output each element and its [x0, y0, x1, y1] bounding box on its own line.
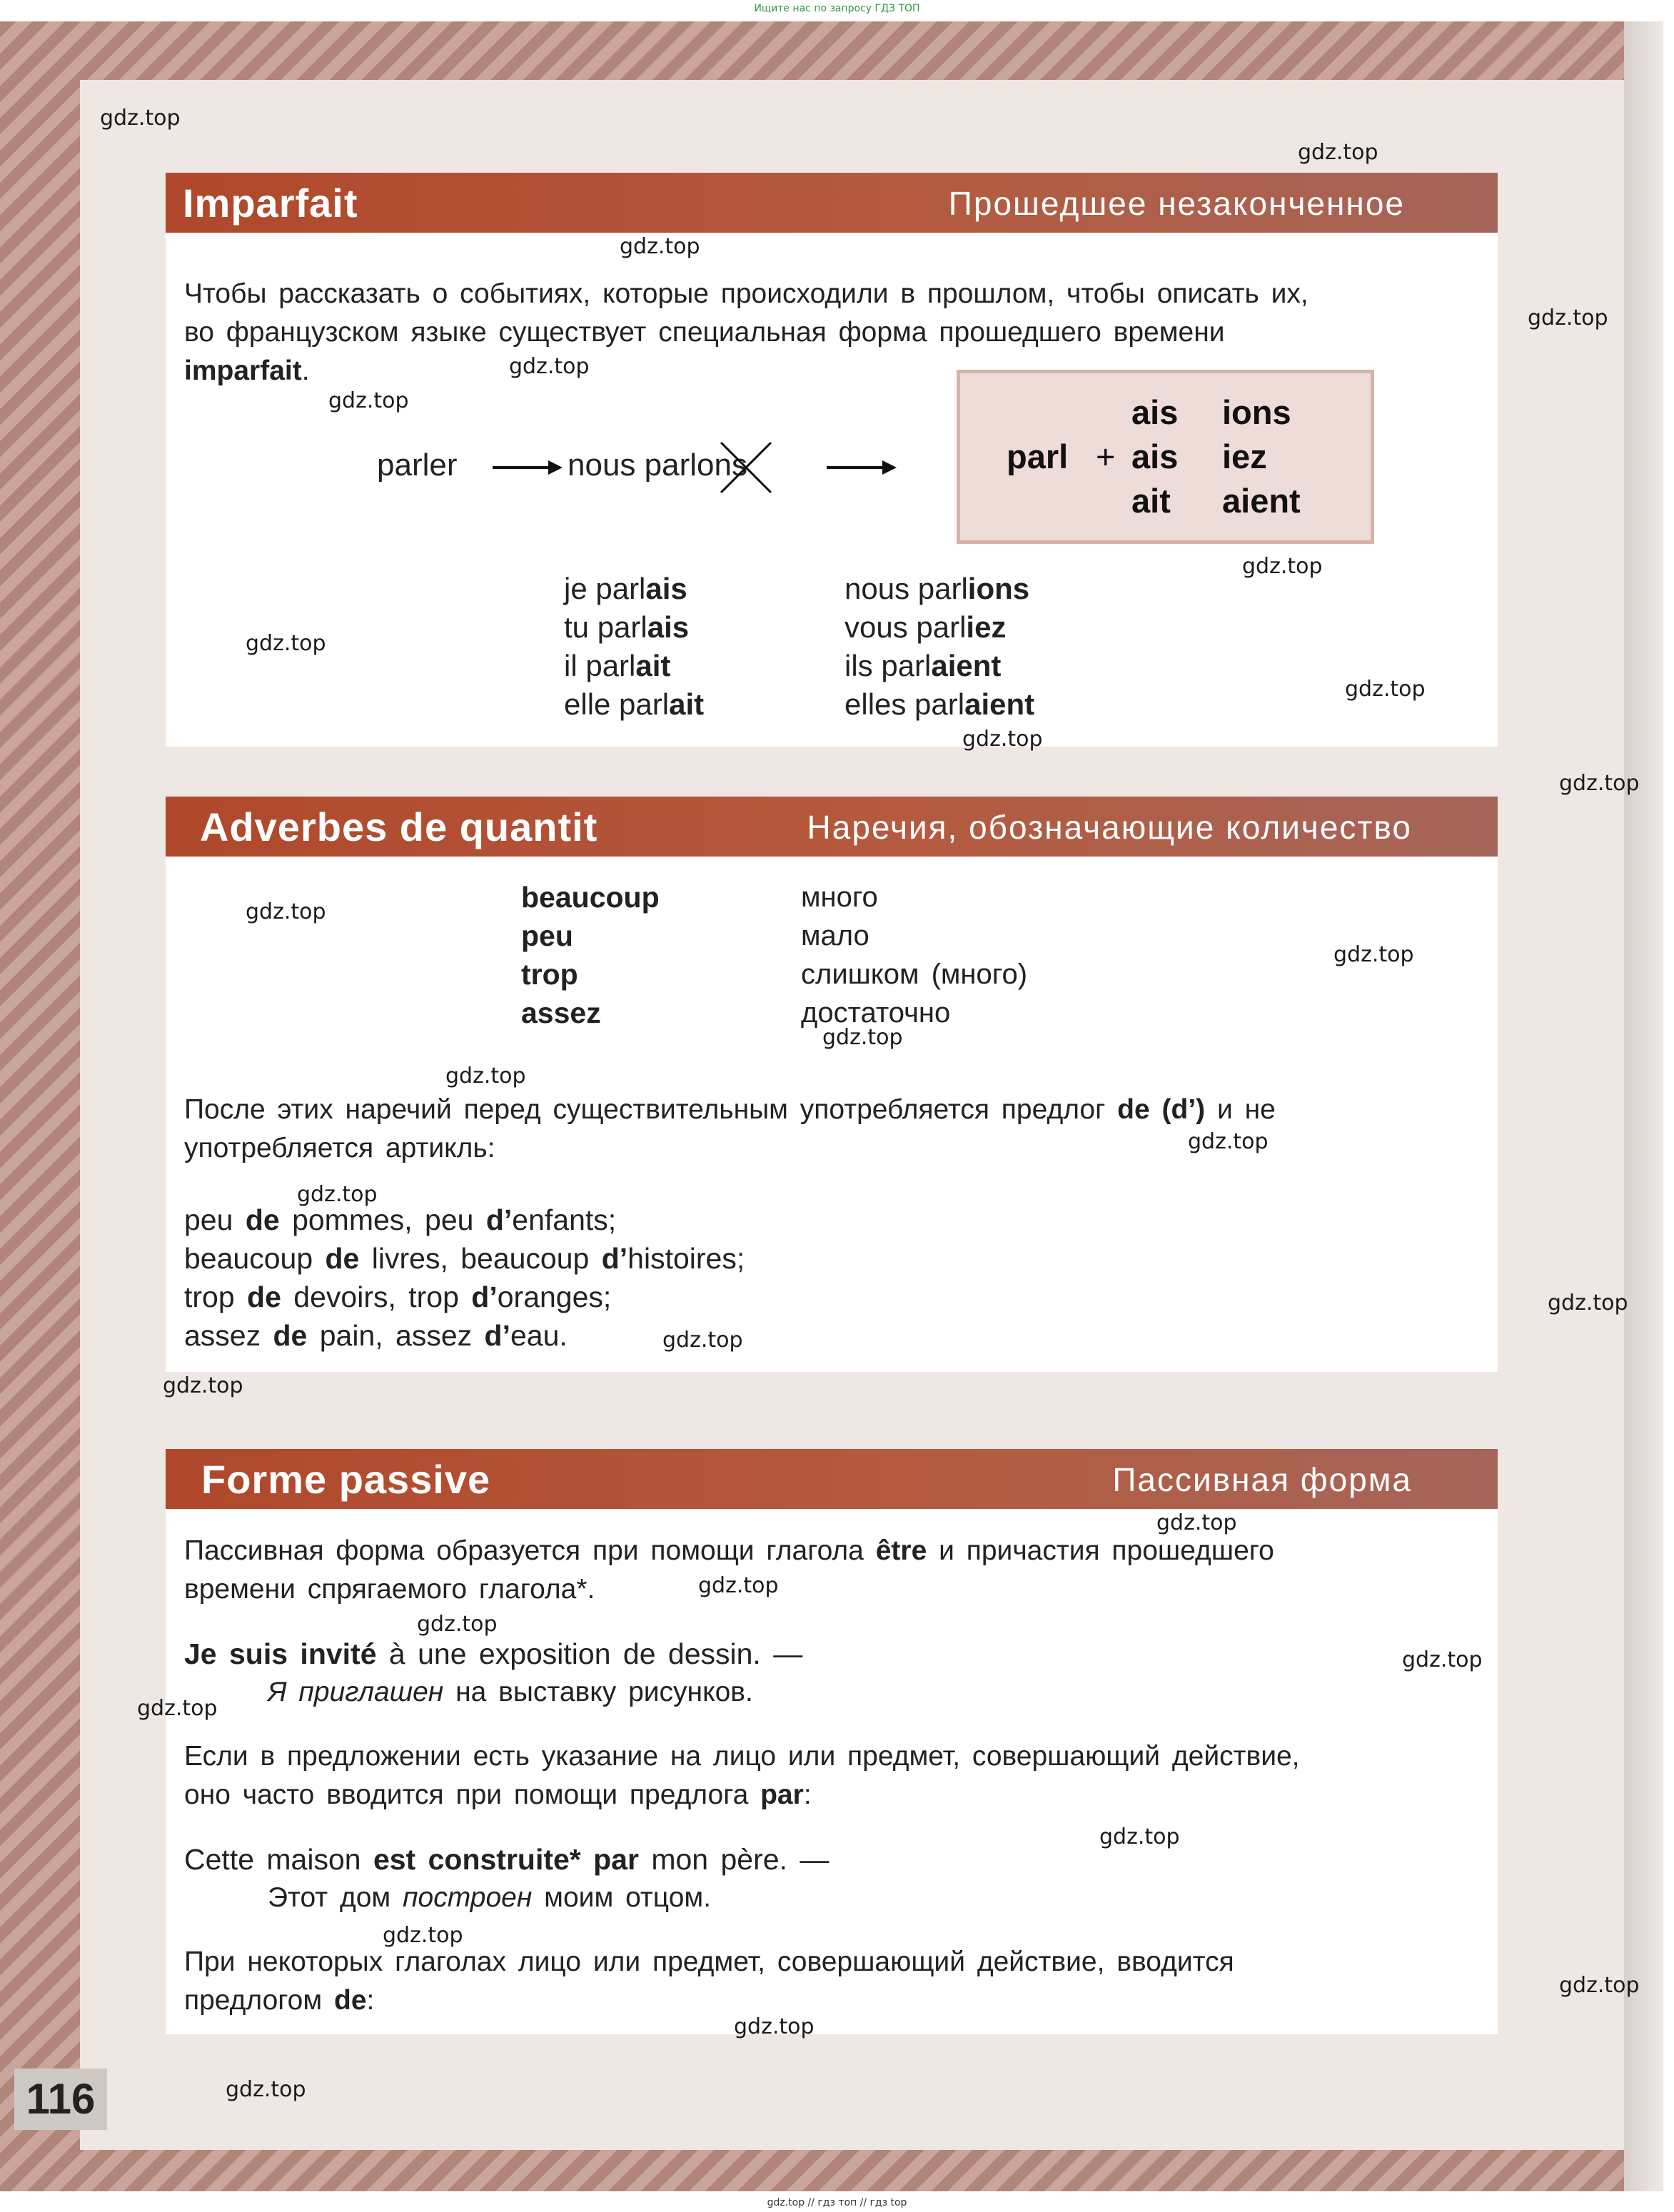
watermark: gdz.top [383, 1923, 463, 1948]
imparfait-title-ru: Прошедшее незаконченное [948, 185, 1405, 222]
watermark: gdz.top [1559, 1973, 1640, 1998]
adverb-fr: peu [521, 919, 573, 952]
bottom-banner: gdz.top // гдз топ // гдз top [767, 2197, 907, 2208]
watermark: gdz.top [1402, 1647, 1483, 1672]
imparfait-intro-line3 [184, 352, 310, 390]
passive-p2-line1: Если в предложении есть указание на лицо или предмет, совершающий действие, [184, 1741, 1300, 1772]
adverbes-title-ru: Наречия, обозначающие количество [807, 809, 1412, 846]
watermark: gdz.top [698, 1573, 779, 1598]
conj-elles: elles parlaient [844, 687, 1035, 721]
imparfait-term: imparfait [184, 355, 302, 386]
watermark: gdz.top [1156, 1510, 1237, 1535]
passive-example2-translation: Этот дом построен моим отцом. [268, 1882, 712, 1913]
adverb-fr: assez [521, 996, 601, 1029]
ending-ils: aient [1222, 482, 1301, 520]
watermark: gdz.top [1559, 771, 1640, 796]
imparfait-intro-line1: Чтобы рассказать о событиях, которые происходили в прошлом, чтобы описать их, [184, 278, 1309, 309]
watermark: gdz.top [1548, 1291, 1628, 1315]
watermark: gdz.top [297, 1182, 378, 1207]
imparfait-intro-end: . [301, 355, 310, 386]
adverb-fr: beaucoup [521, 881, 660, 914]
adverbes-title: Adverbes de quantit [200, 804, 598, 849]
conj-nous: nous parlions [844, 572, 1030, 605]
watermark: gdz.top [246, 899, 326, 924]
adverb-ru: мало [801, 920, 869, 951]
page-edge [1624, 21, 1663, 2191]
nous-form: nous parlons [568, 448, 747, 483]
passive-p1-line2: времени спрягаемого глагола*. [184, 1574, 595, 1605]
example-line: trop de devoirs, trop d’oranges; [184, 1281, 612, 1313]
ending-vous: iez [1222, 438, 1267, 475]
conj-elle: elle parlait [564, 687, 705, 721]
stem: parl [1007, 438, 1069, 475]
infinitive: parler [377, 448, 458, 483]
passive-header [166, 1449, 1498, 1509]
passive-p3-line2: предлогом de: [184, 1985, 375, 2016]
example-line: peu de pommes, peu d’enfants; [184, 1203, 617, 1236]
passive-title: Forme passive [201, 1457, 491, 1502]
watermark: gdz.top [509, 354, 590, 379]
ending-il: ait [1131, 482, 1171, 520]
conj-il: il parlait [564, 649, 671, 682]
endings-box [957, 370, 1374, 544]
watermark: gdz.top [1528, 305, 1608, 330]
watermark: gdz.top [100, 106, 181, 131]
top-banner: Ищите нас по запросу ГДЗ ТОП [754, 3, 920, 14]
adverbes-rule-line1: После этих наречий перед существительным употребляется предлог de (d’) и не [184, 1094, 1276, 1125]
watermark: gdz.top [163, 1373, 243, 1398]
arrow-right-icon [827, 457, 898, 478]
watermark: gdz.top [962, 727, 1043, 752]
imparfait-header [166, 173, 1498, 233]
conj-tu: tu parlais [564, 610, 690, 644]
watermark: gdz.top [822, 1025, 903, 1050]
ending-je: ais [1131, 393, 1179, 431]
passive-example2: Cette maison est construite* par mon père. — [184, 1843, 830, 1876]
watermark: gdz.top [1099, 1824, 1180, 1849]
adverbes-rule-line2: употребляется артикль: [184, 1133, 495, 1163]
ending-nous: ions [1222, 393, 1291, 431]
arrow-right-icon [493, 457, 564, 478]
watermark: gdz.top [417, 1612, 498, 1637]
plus-sign: + [1096, 438, 1116, 475]
adverb-ru: много [801, 882, 878, 913]
watermark: gdz.top [1242, 554, 1323, 579]
adverb-ru: слишком (много) [801, 959, 1028, 990]
example-line: beaucoup de livres, beaucoup d’histoires; [184, 1242, 745, 1275]
watermark: gdz.top [246, 631, 326, 656]
watermark: gdz.top [620, 234, 700, 259]
watermark: gdz.top [328, 388, 409, 413]
passive-p1-line1: Пассивная форма образуется при помощи глагола être и причастия прошедшего [184, 1535, 1274, 1566]
watermark: gdz.top [1345, 677, 1426, 702]
cross-out-icon [714, 435, 778, 500]
passive-example1-translation: Я приглашен на выставку рисунков. [268, 1677, 753, 1707]
ending-tu: ais [1131, 438, 1179, 475]
watermark: gdz.top [1333, 942, 1414, 967]
conj-je: je parlais [564, 572, 687, 605]
watermark: gdz.top [137, 1696, 218, 1721]
adverbes-header [166, 797, 1498, 857]
watermark: gdz.top [445, 1064, 526, 1089]
adverb-ru: достаточно [801, 997, 951, 1029]
watermark: gdz.top [1298, 140, 1378, 165]
passive-p3-line1: При некоторых глаголах лицо или предмет, совершающий действие, вводится [184, 1946, 1234, 1977]
imparfait-title: Imparfait [183, 181, 358, 226]
watermark: gdz.top [662, 1328, 743, 1353]
passive-p2-line2: оно часто вводится при помощи предлога par: [184, 1779, 812, 1810]
imparfait-intro-line2: во французском языке существует специальная форма прошедшего времени [184, 317, 1225, 348]
conj-vous: vous parliez [844, 610, 1007, 644]
page-number: 116 [14, 2069, 107, 2130]
watermark: gdz.top [1188, 1129, 1269, 1154]
passive-title-ru: Пассивная форма [1112, 1461, 1412, 1498]
example-line: assez de pain, assez d’eau. [184, 1319, 568, 1352]
adverb-fr: trop [521, 958, 578, 991]
watermark: gdz.top [734, 2014, 815, 2039]
conj-ils: ils parlaient [844, 649, 1002, 682]
passive-example1: Je suis invité à une exposition de dessin. — [184, 1637, 803, 1670]
watermark: gdz.top [226, 2077, 306, 2102]
